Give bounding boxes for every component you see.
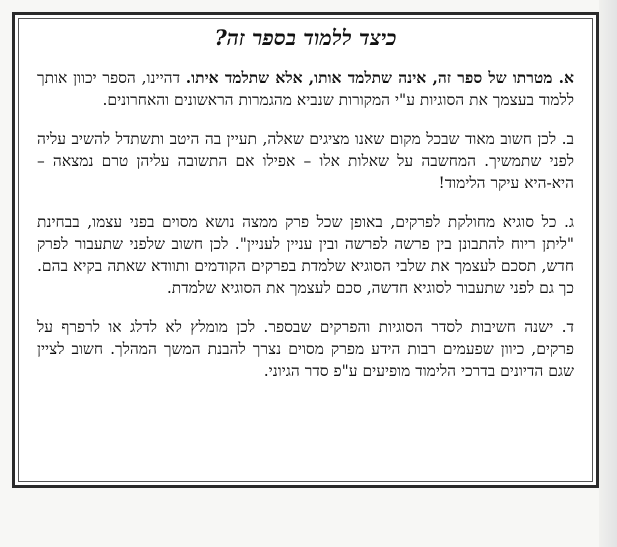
page-title: כיצד ללמוד בספר זה?: [214, 25, 397, 50]
instructions-content: [37, 25, 574, 399]
paragraph-dalet: [37, 316, 574, 382]
instructions-box: [12, 12, 599, 488]
paragraph-bet: [37, 128, 574, 194]
paragraph-gimel: [37, 211, 574, 299]
page-edge-shadow: [599, 0, 617, 547]
paragraph-gimel-text: ג. כל סוגיא מחולקת לפרקים, באופן שכל פרק ממצה נושא מסוים בפני עצמו, בבחינת "ליתן ריוח להתבונן בין פרשה לפרשה ובין עניין לעניין". לכן חשוב שלפני שתעבור לפרק חדש, תסכם לעצמך את שלבי הסוגיא שלמדת בפרקים הקודמים ותוודא שאתה בקיא בהם. כך גם לפני שתעבור לסוגיא חדשה, סכם לעצמך את הסוגיא שלמדת.: [37, 213, 574, 297]
paragraph-aleph-text: דהיינו, הספר יכוון אותך ללמוד בעצמך את הסוגיות ע"י המקורות שנביא מהגמרות הראשונים והאחרונים.: [37, 69, 574, 109]
paragraph-aleph-lead: א. מטרתו של ספר זה, אינה שתלמד אותו, אלא שתלמד איתו.: [185, 68, 574, 87]
paragraph-aleph: [37, 67, 574, 111]
paragraph-bet-text: ב. לכן חשוב מאוד שבכל מקום שאנו מציגים שאלה, תעיין בה היטב ותשתדל להשיב עליה לפני שתמשיך. המחשבה על שאלות אלו – אפילו אם התשובה עליהן טרם נמצאה – היא-היא עיקר הלימוד!: [37, 130, 574, 192]
paragraph-dalet-text: ד. ישנה חשיבות לסדר הסוגיות והפרקים שבספר. לכן מומלץ לא לדלג או לרפרף על פרקים, כיוון שפעמים רבות הידע מפרק מסוים נצרך להבנת המשך המהלך. חשוב לציין שגם הדיונים בדרכי הלימוד מופיעים ע"פ סדר הגיוני.: [37, 318, 574, 380]
